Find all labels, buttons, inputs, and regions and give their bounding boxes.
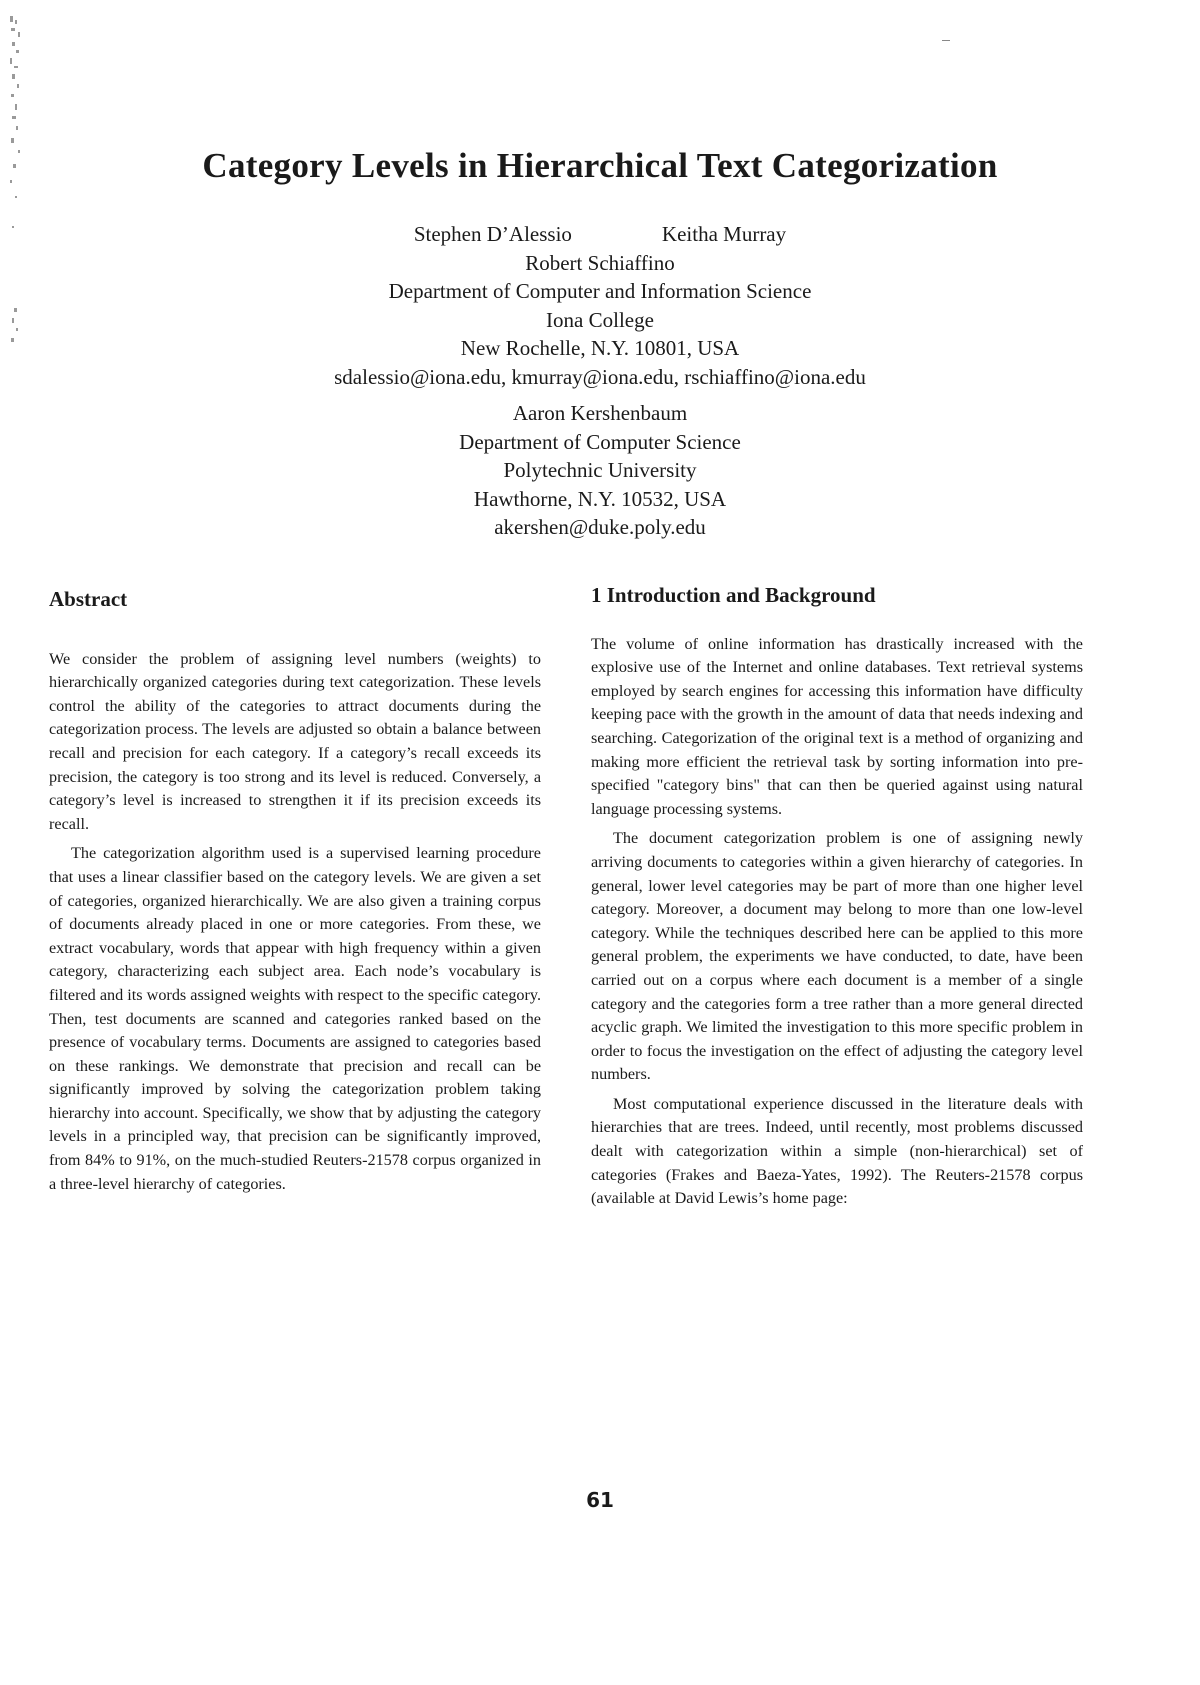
scan-edge-artifact [6, 14, 28, 354]
affiliation-institution: Iona College [546, 307, 654, 332]
paper-title: Category Levels in Hierarchical Text Categorization [202, 146, 998, 185]
introduction-paragraph: The volume of online information has drastically increased with the explosive use of the Internet and online databases. Text retrieval systems employed by search engines for accessing this information have difficulty keeping pace with the growth in the amount of data that needs indexing and searching. Categorization of the original text is a method of organizing and making more efficient the retrieval task by sorting information into pre-specified "category bins" that can then be queried against using natural language processing systems. [591, 634, 1083, 818]
author-names-pair [90, 220, 1110, 249]
introduction-paragraph: The document categorization problem is one of assigning newly arriving documents to categories within a given hierarchy of categories. In general, lower level categories may be part of more than one higher level category. Moreover, a document may belong to more than one low-level category. While the techniques described here can be applied to this more general problem, the experiments we have conducted, to date, have been carried out on a corpus where each document is a member of a single category and the categories form a tree rather than a more general directed acyclic graph. We limited the investigation to this more specific problem in order to focus the investigation on the effect of adjusting the category level numbers. [591, 829, 1083, 1084]
abstract-paragraph: The categorization algorithm used is a supervised learning procedure that uses a linear classifier based on the category levels. We are given a set of categories, organized hierarchically. We are also given a training corpus of documents already placed in one or more categories. From these, we extract vocabulary, words that appear with high frequency within a given category, characterizing each subject area. Each node’s vocabulary is filtered and its words assigned weights with respect to the specific category. Then, test documents are scanned and categories ranked based on the presence of vocabulary terms. Documents are assigned to categories based on these rankings. We demonstrate that precision and recall can be significantly improved by solving the categorization problem taking hierarchy into account. Specifically, we show that by adjusting the category levels in a principled way, that precision can be significantly improved, from 84% to 91%, on the much-studied Reuters-21578 corpus organized in a three-level hierarchy of categories. [49, 844, 541, 1193]
author-name: Keitha Murray [661, 222, 787, 246]
abstract-column [49, 588, 541, 1196]
abstract-paragraph: We consider the problem of assigning level numbers (weights) to hierarchically organized categories during text categorization. These levels control the ability of the categories to attract documents during the categorization process. The levels are adjusted so obtain a balance between recall and precision for each category. If a category’s recall exceeds its precision, the category is too strong and its level is reduced. Conversely, a category’s level is increased to strengthen it if its precision exceeds its recall. [49, 649, 541, 833]
author-emails: sdalessio@iona.edu, kmurray@iona.edu, rschiaffino@iona.edu [334, 364, 866, 389]
scan-speck [942, 40, 950, 41]
affiliation-department: Department of Computer and Information Science [388, 279, 812, 303]
author-name: Aaron Kershenbaum [512, 401, 688, 425]
affiliation-address: New Rochelle, N.Y. 10801, USA [460, 336, 740, 360]
introduction-paragraph: Most computational experience discussed in the literature deals with hierarchies that are trees. Indeed, until recently, most problems discussed dealt with categorization within a simple (non-hierarchical) set of categories (Frakes and Baeza-Yates, 1992). The Reuters-21578 corpus (available at David Lewis’s home page: [591, 1094, 1083, 1208]
abstract-heading: Abstract [49, 587, 128, 611]
introduction-column [591, 584, 1083, 1211]
author-name: Stephen D’Alessio [413, 222, 572, 246]
introduction-heading: 1 Introduction and Background [591, 583, 876, 607]
affiliation-address: Hawthorne, N.Y. 10532, USA [473, 486, 727, 511]
author-email: akershen@duke.poly.edu [494, 515, 706, 539]
paper-header [90, 146, 1110, 542]
affiliation-department: Department of Computer Science [459, 429, 741, 454]
page-number: 61 [586, 1488, 614, 1512]
affiliation-institution: Polytechnic University [503, 458, 697, 482]
author-name: Robert Schiaffino [525, 250, 675, 275]
